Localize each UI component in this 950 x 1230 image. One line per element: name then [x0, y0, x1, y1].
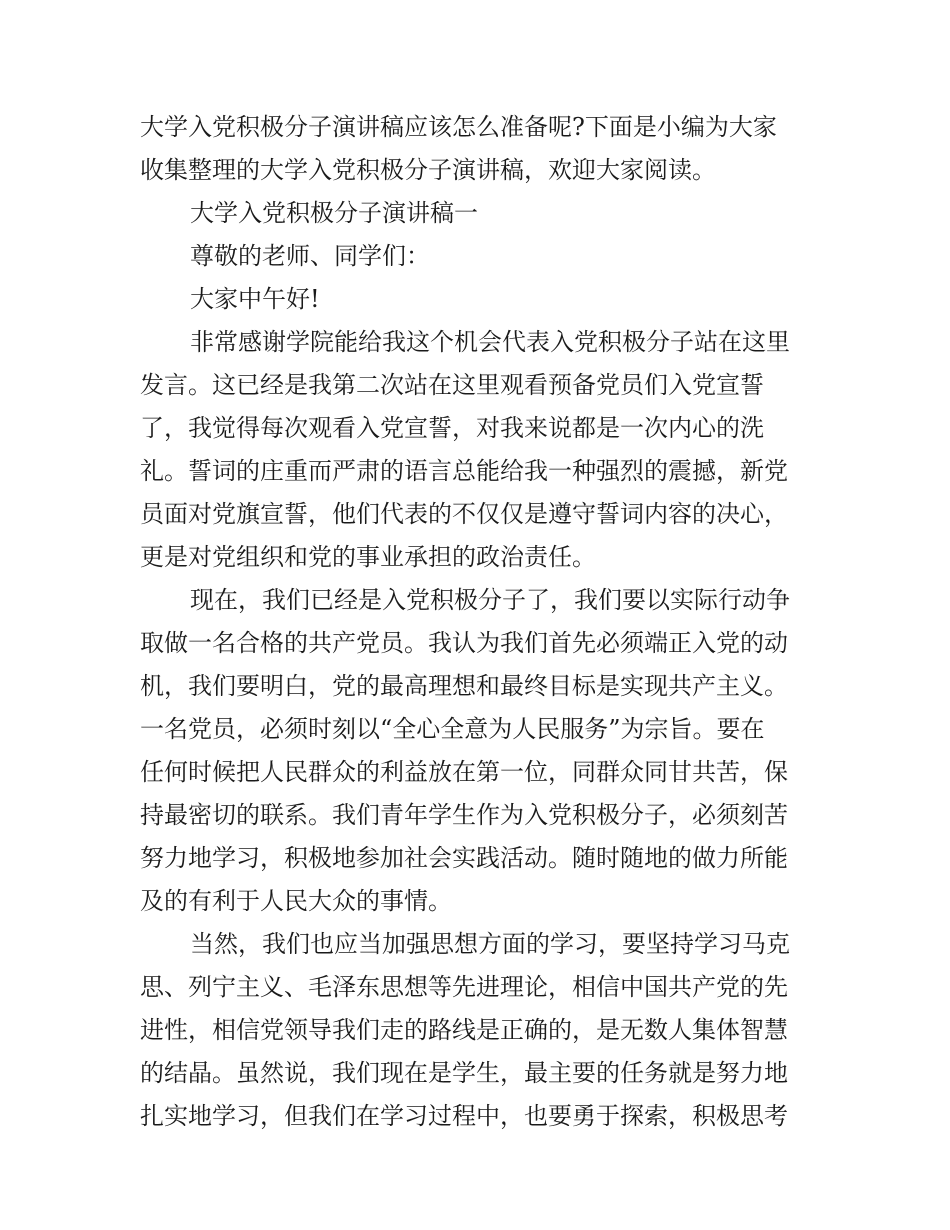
text-line: 思、列宁主义、毛泽东思想等先进理论，相信中国共产党的先: [140, 973, 788, 1001]
text-line: 扎实地学习，但我们在学习过程中，也要勇于探索，积极思考: [140, 1102, 788, 1130]
text-line: 一名党员，必须时刻以“全心全意为人民服务”为宗旨。要在: [140, 715, 765, 743]
text-line: 大学入党积极分子演讲稿应该怎么准备呢?下面是小编为大家: [140, 113, 777, 141]
text-line: 持最密切的联系。我们青年学生作为入党积极分子，必须刻苦: [140, 801, 788, 829]
document-body: [140, 106, 812, 1138]
text-line: 的结晶。虽然说，我们现在是学生，最主要的任务就是努力地: [140, 1059, 788, 1087]
text-line: 大家中午好!: [190, 285, 320, 313]
text-line: 当然，我们也应当加强思想方面的学习，要坚持学习马克: [190, 930, 790, 958]
text-line: 更是对党组织和党的事业承担的政治责任。: [140, 543, 596, 571]
text-line: 机，我们要明白，党的最高理想和最终目标是实现共产主义。: [140, 672, 788, 700]
text-line: 收集整理的大学入党积极分子演讲稿，欢迎大家阅读。: [140, 156, 716, 184]
text-line: 尊敬的老师、同学们：: [190, 242, 430, 270]
text-line: 员面对党旗宣誓，他们代表的不仅仅是遵守誓词内容的决心，: [140, 500, 788, 528]
text-line: 及的有利于人民大众的事情。: [140, 887, 452, 915]
text-line: 现在，我们已经是入党积极分子了，我们要以实际行动争: [190, 586, 790, 614]
text-line: 任何时候把人民群众的利益放在第一位，同群众同甘共苦，保: [140, 758, 788, 786]
text-line: 大学入党积极分子演讲稿一: [190, 199, 478, 227]
text-line: 努力地学习，积极地参加社会实践活动。随时随地的做力所能: [140, 844, 788, 872]
text-line: 了，我觉得每次观看入党宣誓，对我来说都是一次内心的洗: [140, 414, 764, 442]
text-line: 发言。这已经是我第二次站在这里观看预备党员们入党宣誓: [140, 371, 764, 399]
text-line: 礼。誓词的庄重而严肃的语言总能给我一种强烈的震撼，新党: [140, 457, 788, 485]
text-line: 非常感谢学院能给我这个机会代表入党积极分子站在这里: [190, 328, 790, 356]
text-line: 取做一名合格的共产党员。我认为我们首先必须端正入党的动: [140, 629, 788, 657]
text-line: 进性，相信党领导我们走的路线是正确的，是无数人集体智慧: [140, 1016, 788, 1044]
